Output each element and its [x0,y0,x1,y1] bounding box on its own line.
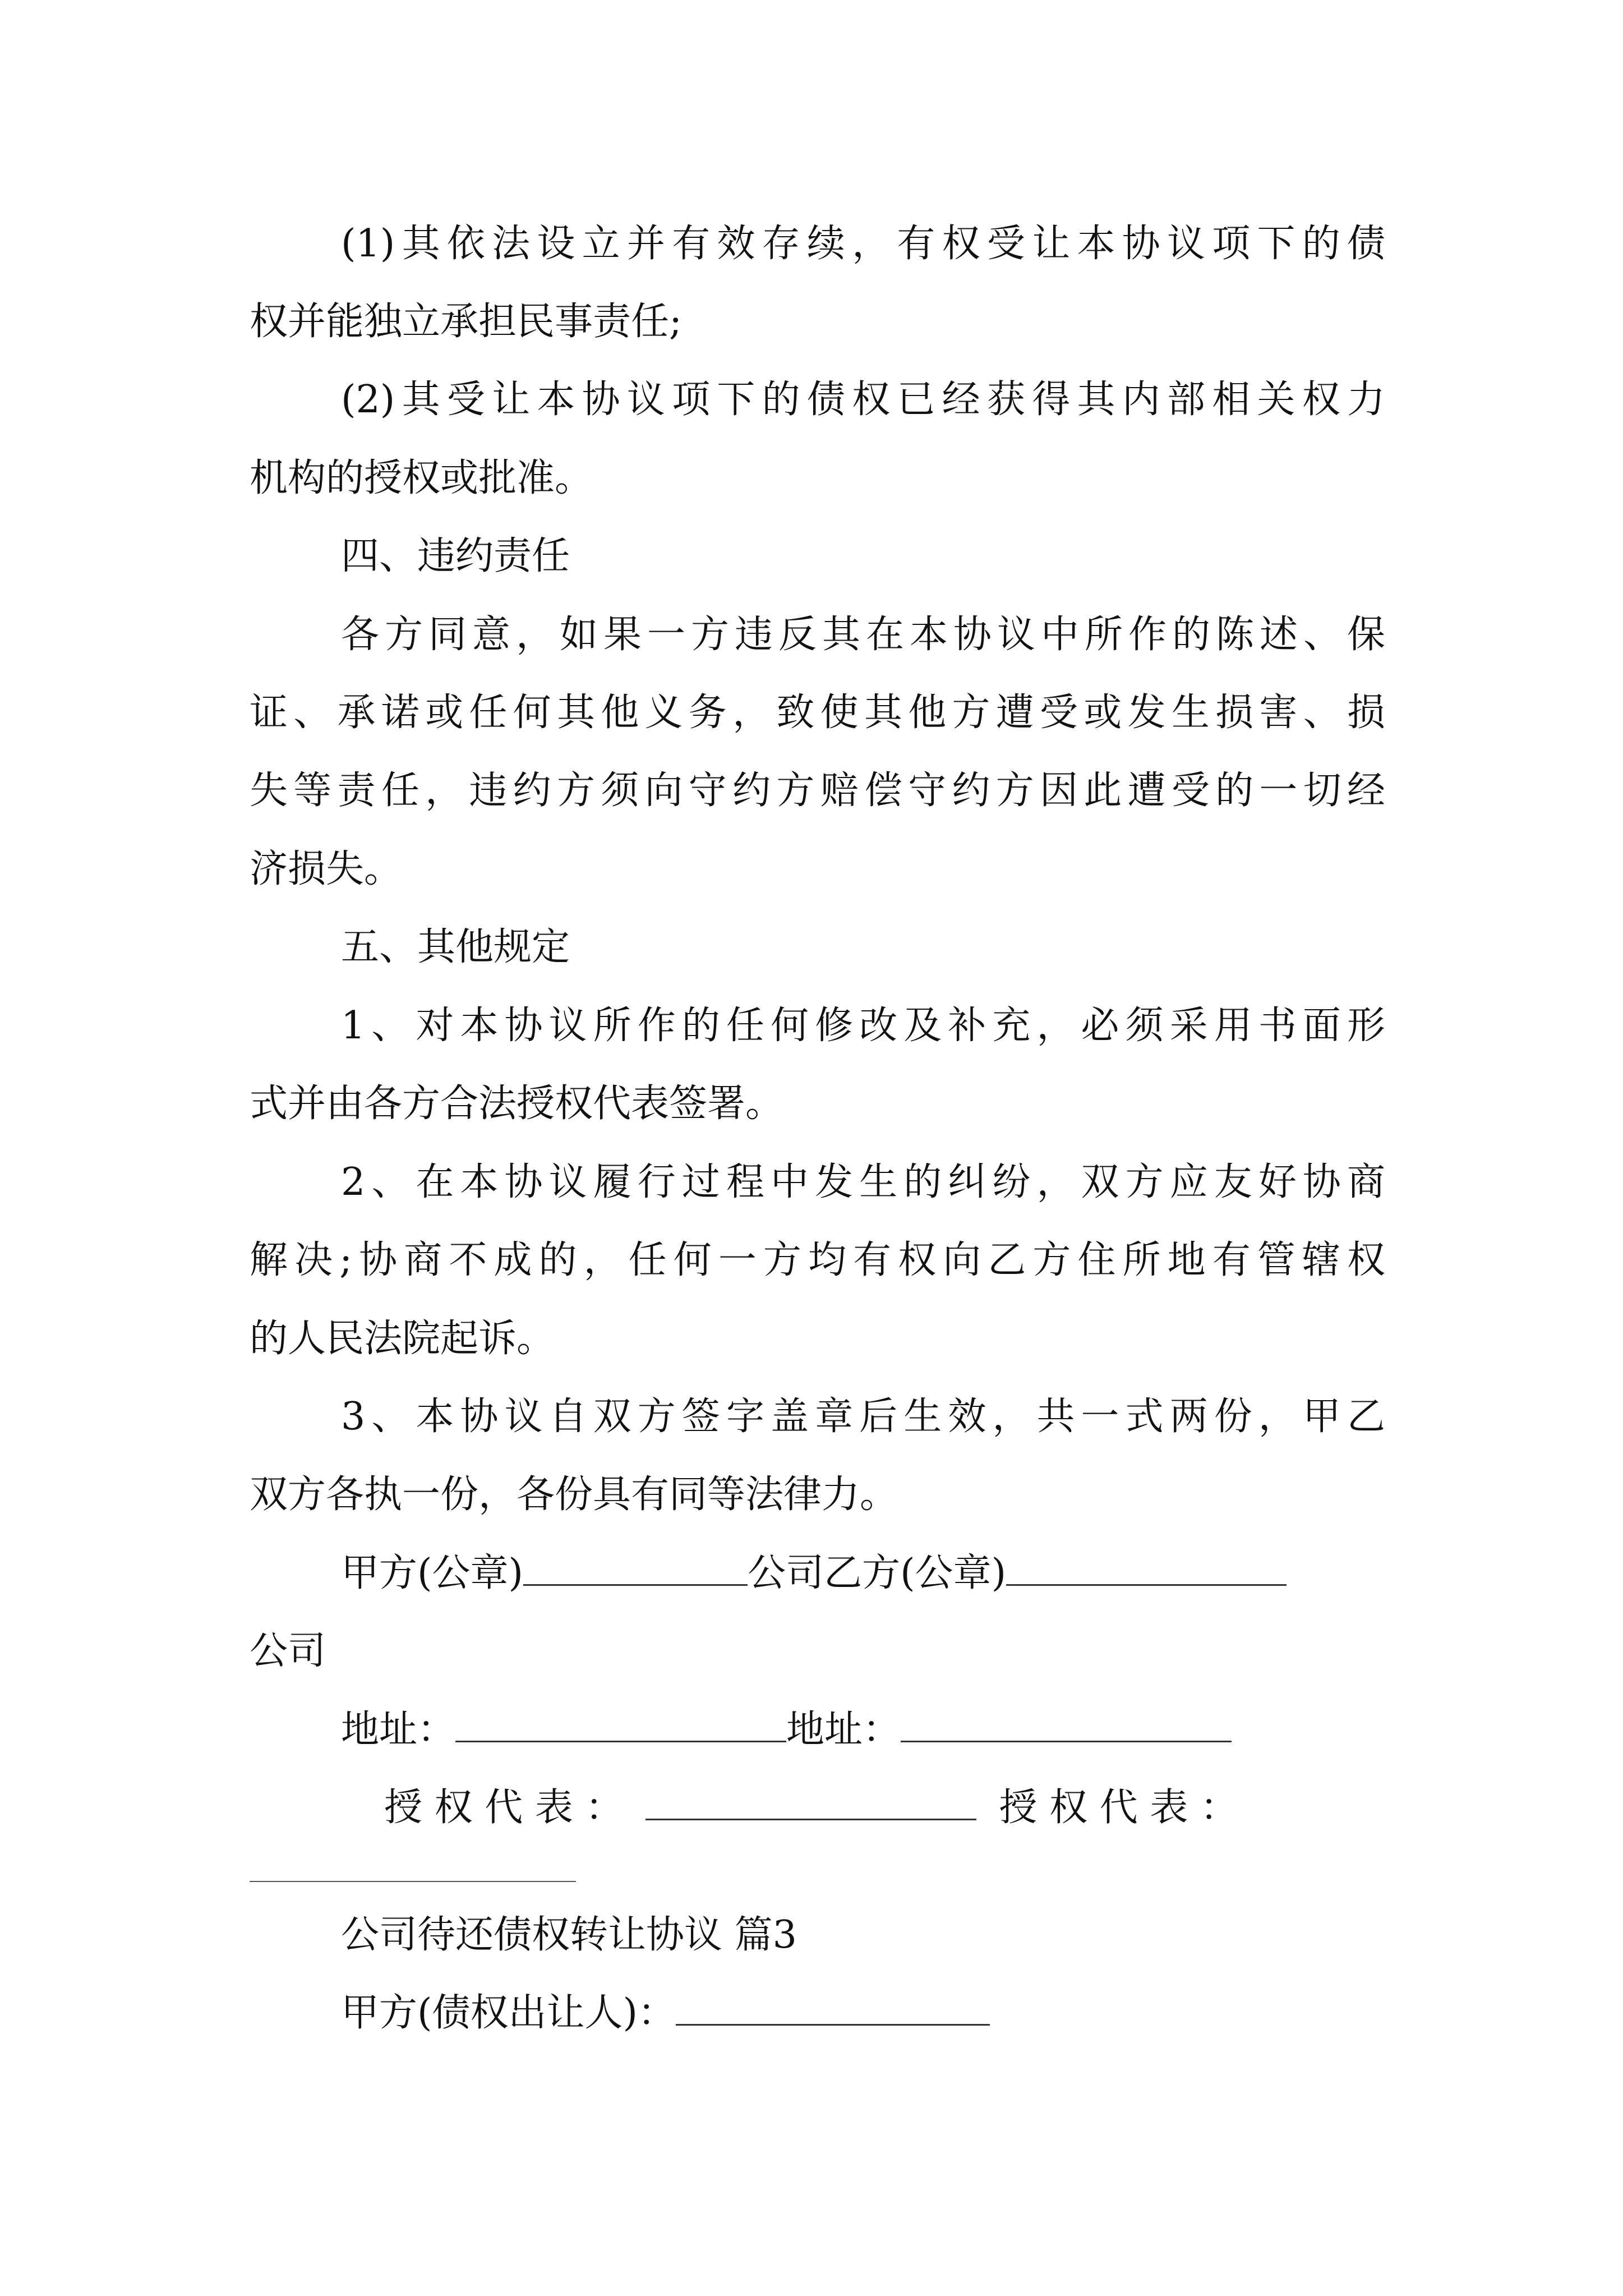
paragraph-line: 证、承诺或任何其他义务，致使其他方遭受或发生损害、损 [250,691,1385,735]
rep-line [384,1780,1238,1836]
address-label-a: 地址： [341,1708,456,1752]
rep-blank-continued[interactable] [250,1881,576,1882]
party-b-blank[interactable] [1006,1549,1287,1586]
paragraph-line: 1、对本协议所作的任何修改及补充，必须采用书面形 [341,1004,1385,1048]
paragraph-line: 各方同意，如果一方违反其在本协议中所作的陈述、保 [341,613,1385,657]
party-a-label: 甲方(公章) [341,1551,524,1595]
section-title: 公司待还债权转让协议 篇3 [341,1913,797,1957]
address-blank-b[interactable] [901,1706,1232,1742]
party-a-blank[interactable] [523,1549,748,1586]
party-a-transferor-line [341,1985,990,2041]
paragraph-line: 3、本协议自双方签字盖章后生效，共一式两份，甲乙 [341,1395,1385,1439]
paragraph-line: 机构的授权或批准。 [250,456,593,500]
paragraph-line: 式并由各方合法授权代表签署。 [250,1082,784,1126]
signature-line-parties [341,1545,1287,1602]
paragraph-line: 双方各执一份，各份具有同等法律力。 [250,1473,898,1517]
party-a-transferor-blank[interactable] [676,1989,990,2026]
paragraph-line: 解决;协商不成的，任何一方均有权向乙方住所地有管辖权 [250,1238,1385,1282]
paragraph-line: 失等责任，违约方须向守约方赔偿守约方因此遭受的一切经 [250,769,1385,813]
party-b-label: 公司乙方(公章) [748,1551,1007,1595]
paragraph-line: 济损失。 [250,847,403,891]
rep-blank-a[interactable] [645,1784,976,1820]
address-label-b: 地址： [786,1708,901,1752]
section-heading: 五、其他规定 [341,925,570,969]
paragraph-line: 的人民法院起诉。 [250,1317,555,1361]
rep-label-a: 授 权 代 表 ： [384,1786,624,1830]
address-blank-a[interactable] [455,1706,786,1742]
paragraph-line: 2、在本协议履行过程中发生的纠纷，双方应友好协商 [341,1160,1385,1204]
paragraph-line: (1)其依法设立并有效存续，有权受让本协议项下的债 [341,222,1385,266]
rep-label-b: 授 权 代 表 ： [999,1786,1238,1830]
company-wrap: 公司 [250,1629,326,1673]
party-a-transferor-label: 甲方(债权出让人)： [341,1991,676,2035]
section-heading: 四、违约责任 [341,534,570,578]
paragraph-line: 权并能独立承担民事责任; [250,300,682,344]
address-line [341,1702,1232,1758]
paragraph-line: (2)其受让本协议项下的债权已经获得其内部相关权力 [341,378,1385,422]
